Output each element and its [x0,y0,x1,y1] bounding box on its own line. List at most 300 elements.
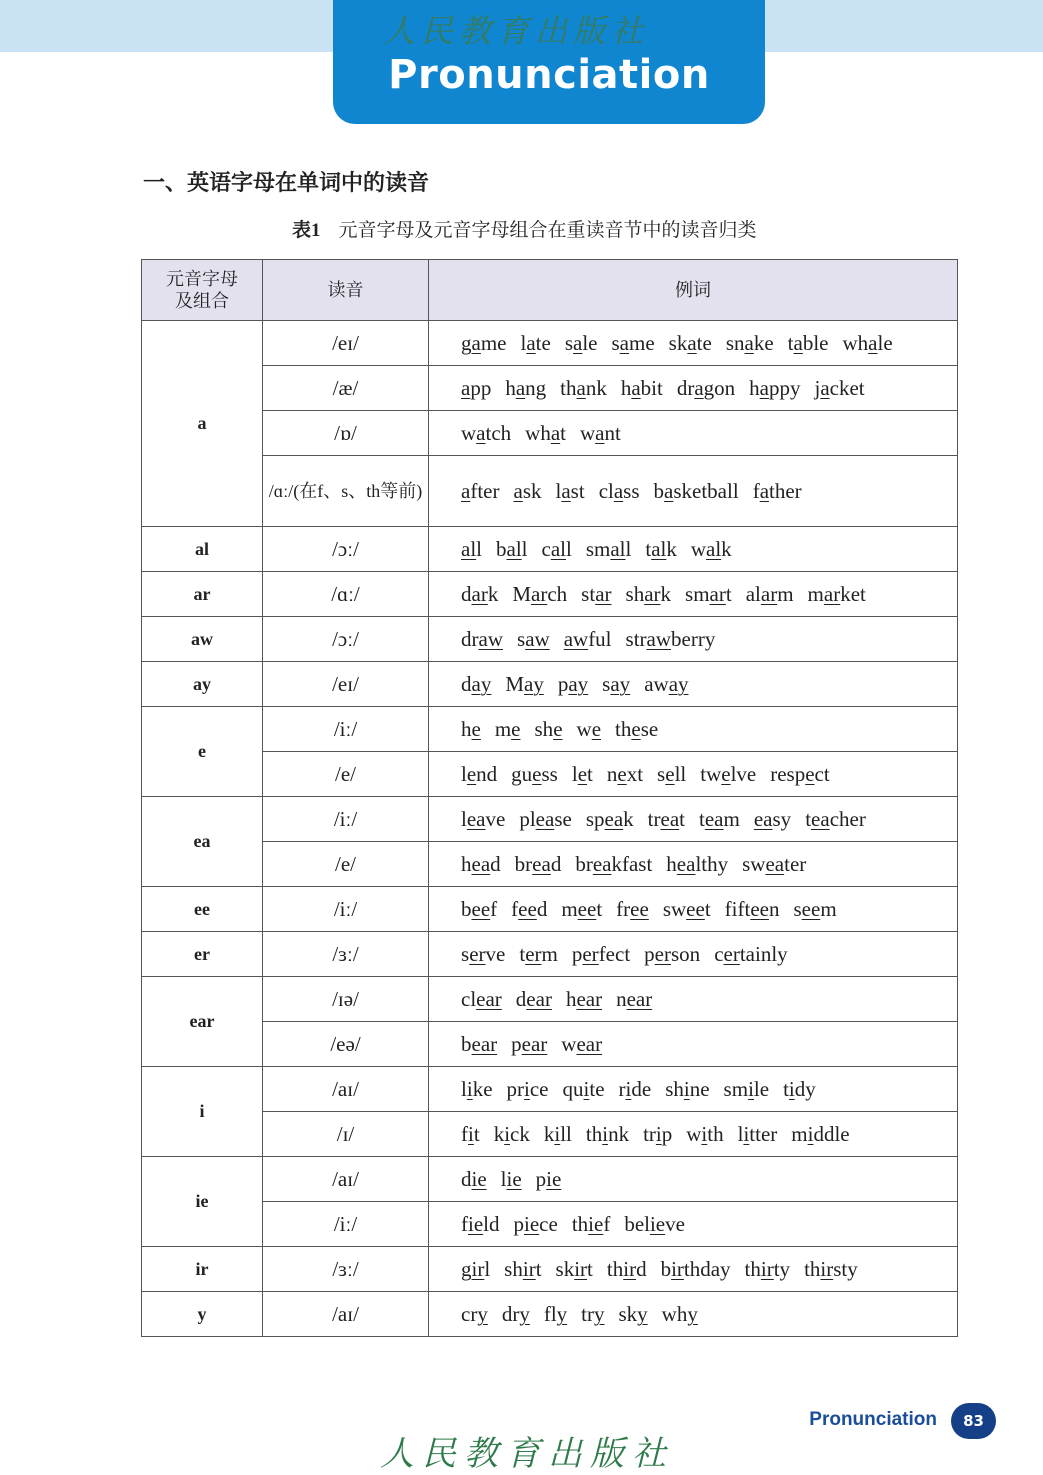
example-word [511,897,547,921]
letter-cell: ea [142,797,263,887]
word-part: ld [483,1211,500,1236]
example-word [461,1302,488,1326]
underlined-letters: ear [576,986,603,1011]
underlined-letters: a [631,375,641,400]
table-row [142,887,958,932]
word-part: fift [724,896,751,921]
underlined-letters: a [694,375,704,400]
word-part: dr [676,375,695,400]
underlined-letters: i [468,1121,474,1146]
underlined-letters: ir [671,1256,684,1281]
underlined-letters: e [577,761,588,786]
example-word [843,331,893,355]
ipa-cell: /iː/ [263,707,429,752]
ipa-cell: /eɪ/ [263,662,429,707]
word-part: ther [769,478,802,503]
word-part: k [666,536,677,561]
word-part: sk [618,1301,638,1326]
examples-cell [429,456,958,527]
example-word [461,1212,500,1236]
word-part: te [589,1076,605,1101]
word-part: ve [665,1211,685,1236]
example-word [544,1302,567,1326]
word-part: m [807,581,824,606]
example-word [586,807,634,831]
underlined-letters: a [476,420,486,445]
word-part: thday [683,1256,731,1281]
word-part: l [565,536,572,561]
ipa-cell: /æ/ [263,366,429,411]
underlined-letters: ar [531,581,548,606]
word-part: b [461,1031,472,1056]
underlined-letters: al [506,536,522,561]
example-word [580,421,621,445]
letter-cell: ay [142,662,263,707]
example-word [607,1257,647,1281]
underlined-letters: e [617,761,627,786]
underlined-letters: e [466,761,477,786]
underlined-letters: i [748,1076,754,1101]
word-part: fr [616,896,631,921]
example-word [726,331,774,355]
word-part: f [461,1211,468,1236]
underlined-letters: al [550,536,566,561]
word-part: t [587,761,593,786]
examples-cell [429,572,958,617]
letter-cell: aw [142,617,263,662]
table-row [142,456,958,527]
word-part: sh [534,716,554,741]
underlined-letters: al [610,536,626,561]
footer-title: Pronunciation [809,1409,937,1430]
word-part: d [490,851,501,876]
example-word [572,1212,611,1236]
example-word [586,537,632,561]
word-part: f [461,1121,468,1146]
word-part: ce [539,1211,558,1236]
underlined-letters: ear [521,1031,548,1056]
word-part: m [791,1121,808,1146]
ipa-cell: /aɪ/ [263,1292,429,1337]
word-part: l [571,761,578,786]
word-part: t [679,806,685,831]
example-word [461,717,481,741]
word-part: fter [470,478,500,503]
word-part: h [620,375,632,400]
word-part: tainly [739,941,788,966]
word-part: l [461,1076,467,1101]
underlined-letters: ea [592,851,612,876]
example-word [513,479,541,503]
underlined-letters: ie [546,1166,562,1191]
word-part: l [484,1256,491,1281]
underlined-letters: ear [526,986,552,1011]
word-part: l [461,806,467,831]
underlined-letters: a [619,330,629,355]
example-word [514,1212,558,1236]
example-word [793,897,836,921]
letter-cell: ie [142,1157,263,1247]
example-word [657,762,686,786]
example-word [586,1122,629,1146]
word-part: qu [562,1076,584,1101]
word-part: aw [644,671,669,696]
example-word [461,1077,493,1101]
word-part: sw [662,896,687,921]
word-part: str [625,626,647,651]
example-word [515,852,562,876]
table-row [142,321,958,366]
underlined-letters: a [576,375,586,400]
underlined-letters: e [553,716,563,741]
word-part: l [625,536,632,561]
word-part: sn [725,330,745,355]
word-part: sh [625,581,645,606]
underlined-letters: ee [577,896,597,921]
letter-cell: ear [142,977,263,1067]
example-word [558,672,588,696]
underlined-letters: a [526,330,536,355]
word-part: b [660,1256,672,1281]
examples-cell [429,977,958,1022]
examples-cell [429,752,958,797]
underlined-letters: i [701,1121,708,1146]
underlined-letters: i [683,1076,690,1101]
example-word [621,376,663,400]
word-part: p [571,941,583,966]
word-part: l [520,330,527,355]
example-word [520,331,550,355]
underlined-letters: ay [524,671,544,696]
example-word [525,421,566,445]
example-word [783,1077,816,1101]
example-word [511,1032,547,1056]
word-part: ne [689,1076,710,1101]
examples-cell [429,842,958,887]
example-word [563,1077,605,1101]
example-word [645,537,677,561]
table-row [142,707,958,752]
example-word [814,376,864,400]
example-word [611,331,654,355]
example-word [461,897,497,921]
examples-cell [429,707,958,752]
example-word [770,762,829,786]
example-word [535,717,563,741]
table-header-row [142,260,958,321]
word-part: ve [485,941,506,966]
table-row [142,1067,958,1112]
word-part: nt [604,420,621,445]
example-word [566,987,602,1011]
word-part: s [517,626,526,651]
example-word [461,942,505,966]
header-examples: 例词 [429,260,958,321]
word-part: h [749,375,760,400]
example-word [502,1302,530,1326]
underlined-letters: i [788,1076,795,1101]
underlined-letters: a [461,478,471,503]
underlined-letters: er [723,941,740,966]
underlined-letters: ir [522,1256,536,1281]
underlined-letters: ear [476,986,502,1011]
example-word [461,479,499,503]
example-word [804,1257,858,1281]
underlined-letters: a [515,375,526,400]
underlined-letters: a [461,375,471,400]
examples-cell [429,662,958,707]
examples-cell [429,527,958,572]
word-part: de [631,1076,652,1101]
underlined-letters: er [469,941,486,966]
underlined-letters: ie [468,1211,484,1236]
table-row [142,797,958,842]
underlined-letters: ar [709,581,726,606]
example-word [665,1077,709,1101]
word-part: tw [700,761,722,786]
word-part: pr [506,1076,525,1101]
underlined-letters: y [593,1301,605,1326]
examples-cell [429,1202,958,1247]
word-part: xt [626,761,644,786]
word-part: al [745,581,761,606]
word-part: sty [833,1256,858,1281]
example-word [494,1122,530,1146]
letter-cell: ee [142,887,263,932]
underlined-letters: a [561,478,571,503]
word-part: kfast [611,851,653,876]
word-part: t [699,806,705,831]
chapter-tab [333,0,765,124]
word-part: th [606,1256,624,1281]
word-part: st [570,478,585,503]
underlined-letters: ea [466,806,486,831]
underlined-letters: a [664,478,674,503]
example-word [517,627,550,651]
word-part: cl [598,478,614,503]
table-row [142,842,958,887]
examples-cell [429,1067,958,1112]
word-part: t [645,536,652,561]
example-word [511,762,558,786]
table-row [142,662,958,707]
underlined-letters: ea [811,806,830,831]
word-part: t [587,1256,593,1281]
example-word [461,1032,497,1056]
underlined-letters: ir [623,1256,637,1281]
example-word [791,1122,849,1146]
word-part: b [461,896,472,921]
underlined-letters: ee [750,896,769,921]
word-part: k [487,581,499,606]
underlined-letters: al [461,536,477,561]
publisher-logo: 人民教育出版社 [383,12,650,50]
example-word [754,807,791,831]
example-word [699,807,740,831]
word-part: l [476,536,482,561]
underlined-letters: i [655,1121,662,1146]
word-part: ng [525,375,547,400]
word-part: h [505,375,516,400]
example-word [564,627,612,651]
example-word [599,479,640,503]
example-word [461,331,506,355]
word-part: m [561,896,578,921]
table-row [142,1112,958,1157]
word-part: th [560,375,577,400]
example-word [505,376,546,400]
word-part: fect [598,941,631,966]
word-part: dy [794,1076,816,1101]
example-word [602,672,630,696]
underlined-letters: ear [626,986,653,1011]
letter-cell: y [142,1292,263,1337]
underlined-letters: ie [649,1211,666,1236]
ipa-cell: /ɑː/(在f、s、th等前) [263,456,429,527]
word-part: d [536,896,548,921]
underlined-letters: ear [576,1031,603,1056]
word-part: h [666,851,677,876]
example-word [749,376,800,400]
word-part: k [721,536,732,561]
word-part: wh [842,330,869,355]
table-label: 表1 [292,220,321,241]
word-part: k [660,581,672,606]
underlined-letters: y [519,1301,530,1326]
word-part: l [521,536,528,561]
letter-cell: a [142,321,263,527]
example-word [745,1257,791,1281]
example-word [691,537,732,561]
ipa-cell: /ɑː/ [263,572,429,617]
word-part: w [561,1031,577,1056]
ipa-cell: /ɜː/ [263,932,429,977]
underlined-letters: ear [471,1031,498,1056]
word-part: th [804,1256,821,1281]
word-part: st [581,581,596,606]
example-word [461,582,498,606]
word-part: s [657,761,666,786]
example-word [615,717,658,741]
underlined-letters: a [573,330,583,355]
word-part: tr [581,1301,594,1326]
examples-cell [429,366,958,411]
word-part: k [623,806,634,831]
word-part: sy [772,806,792,831]
word-part: le [582,330,598,355]
word-part: cher [829,806,866,831]
examples-cell [429,321,958,366]
word-part: cket [829,375,865,400]
word-part: g [461,330,472,355]
word-part: c [541,536,551,561]
word-part: le [753,1076,770,1101]
underlined-letters: i [743,1121,750,1146]
examples-cell [429,887,958,932]
word-part: son [671,941,701,966]
ipa-cell: /ɔː/ [263,617,429,662]
underlined-letters: a [759,478,770,503]
table-row [142,977,958,1022]
example-word [663,897,711,921]
example-word [742,852,806,876]
word-part: l [737,1121,744,1146]
ipa-cell: /iː/ [263,1202,429,1247]
example-word [461,421,511,445]
example-word [644,942,700,966]
example-word [461,672,491,696]
example-word [624,1212,685,1236]
table-row [142,572,958,617]
example-word [575,852,652,876]
underlined-letters: ea [753,806,773,831]
word-part: p [535,1166,547,1191]
example-word [461,762,497,786]
example-word [561,1032,602,1056]
ipa-cell: /eɪ/ [263,321,429,366]
underlined-letters: al [651,536,667,561]
underlined-letters: a [613,478,624,503]
example-word [560,376,607,400]
underlined-letters: i [466,1076,473,1101]
underlined-letters: y [477,1301,488,1326]
example-word [461,627,503,651]
example-word [738,1122,778,1146]
word-part: h [565,986,577,1011]
word-part: gu [511,761,533,786]
word-part: th [744,1256,761,1281]
word-part: k [543,1121,555,1146]
underlined-letters: ar [471,581,488,606]
word-part: me [480,330,507,355]
word-part: ke [472,1076,493,1101]
word-part: sm [585,536,611,561]
word-part: s [461,941,470,966]
example-word [788,331,829,355]
table-row [142,366,958,411]
underlined-letters: ie [471,1166,487,1191]
word-part: b [496,536,507,561]
word-part: m [777,581,794,606]
word-part: f [490,896,498,921]
table-row [142,932,958,977]
word-part: nk [608,1121,630,1146]
word-part: th [585,1121,603,1146]
word-part: sketball [673,478,739,503]
example-word [461,1167,487,1191]
pronunciation-table [141,259,958,1337]
example-word [808,582,866,606]
example-word [565,331,598,355]
underlined-letters: ar [595,581,612,606]
underlined-letters: e [532,761,542,786]
word-part: se [554,806,572,831]
underlined-letters: ea [604,806,624,831]
word-part: sh [504,1256,523,1281]
word-part: berry [671,626,716,651]
word-part: ll [560,1121,572,1146]
word-part: t [473,1121,480,1146]
underlined-letters: a [744,330,754,355]
underlined-letters: e [591,716,602,741]
word-part: w [580,420,596,445]
example-word [644,672,688,696]
underlined-letters: ir [574,1256,588,1281]
header-letters: 元音字母 及组合 [142,260,263,321]
word-part: m [541,941,558,966]
word-part: sk [555,1256,575,1281]
word-part: t [519,941,526,966]
